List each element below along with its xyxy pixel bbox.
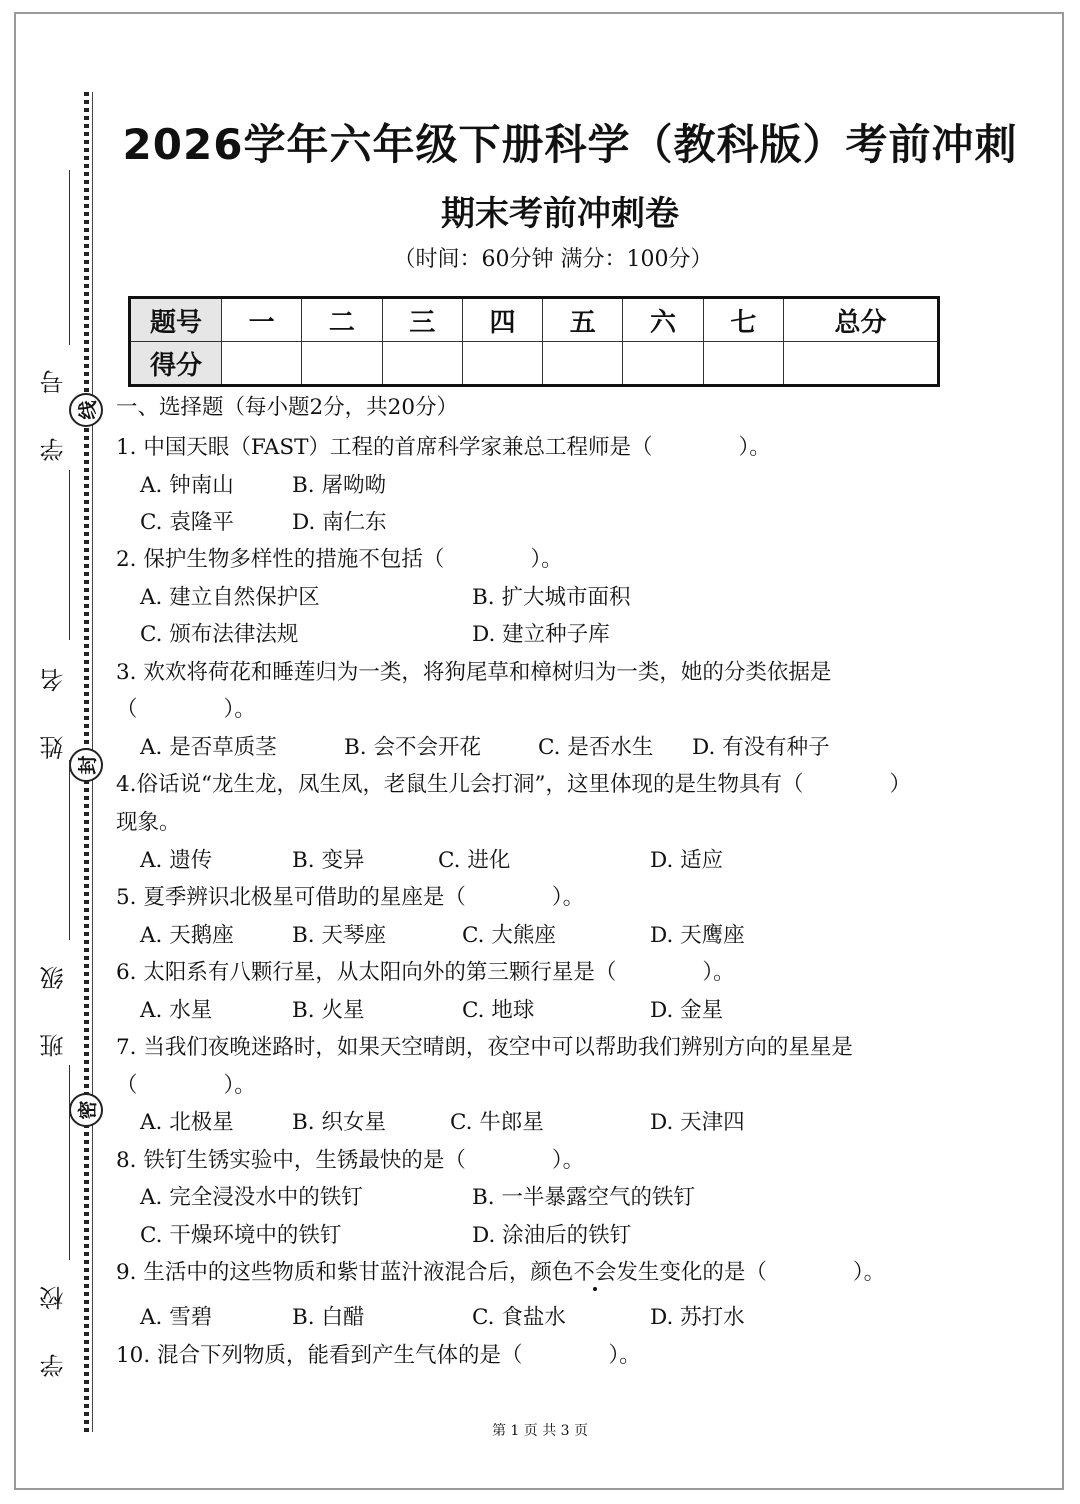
section-heading: 一、选择题（每小题2分，共20分） <box>116 395 459 420</box>
question-4-option-a: A. 遗传 <box>140 848 213 873</box>
score-table-col-5: 五 <box>543 298 623 342</box>
question-9-option-b: B. 白醋 <box>292 1305 365 1330</box>
question-2-option-c: C. 颁布法律法规 <box>140 622 299 647</box>
question-1-option-c: C. 袁隆平 <box>140 510 234 535</box>
question-8-option-c: C. 干燥环境中的铁钉 <box>140 1223 342 1248</box>
question-9-option-c: C. 食盐水 <box>472 1305 566 1330</box>
score-table-col-7: 七 <box>703 298 783 342</box>
seal-xian: 线 <box>69 393 103 427</box>
question-6-option-d: D. 金星 <box>650 998 724 1023</box>
score-row-label: 得分 <box>130 342 222 386</box>
question-4-option-d: D. 适应 <box>650 848 724 873</box>
seal-mi: 密 <box>69 1093 103 1127</box>
question-9-option-d: D. 苏打水 <box>650 1305 745 1330</box>
name-label: 姓 名 <box>40 650 68 760</box>
question-5-stem: 5. 夏季辨识北极星可借助的星座是（ ）。 <box>116 885 585 910</box>
question-3-stem-cont: （ ）。 <box>116 697 256 722</box>
question-10-stem: 10. 混合下列物质，能看到产生气体的是（ ）。 <box>116 1343 641 1368</box>
question-3-stem: 3. 欢欢将荷花和睡莲归为一类，将狗尾草和樟树归为一类，她的分类依据是 <box>116 660 832 685</box>
seal-feng: 封 <box>69 748 103 782</box>
score-cell[interactable] <box>543 342 623 386</box>
class-label: 班 级 <box>40 948 68 1058</box>
question-7-stem: 7. 当我们夜晚迷路时，如果天空晴朗，夜空中可以帮助我们辨别方向的星星是 <box>116 1035 853 1060</box>
question-6-option-a: A. 水星 <box>140 998 213 1023</box>
question-9-stem-part-a: 9. 生活中的这些物质和紫甘蓝汁液混合后，颜色 <box>116 1260 574 1285</box>
exam-title: 2026学年六年级下册科学（教科版）考前冲刺 <box>122 120 1018 169</box>
score-table-col-3: 三 <box>382 298 462 342</box>
question-8-stem: 8. 铁钉生锈实验中，生锈最快的是（ ）。 <box>116 1148 585 1173</box>
question-7-option-c: C. 牛郎星 <box>450 1110 544 1135</box>
question-4-stem-cont: 现象。 <box>116 810 181 835</box>
question-8-option-d: D. 涂油后的铁钉 <box>472 1223 632 1248</box>
school-label: 学 校 <box>40 1268 68 1378</box>
question-2-option-d: D. 建立种子库 <box>472 622 610 647</box>
score-table-col-1: 一 <box>222 298 302 342</box>
question-4-option-b: B. 变异 <box>292 848 365 873</box>
question-7-option-b: B. 织女星 <box>292 1110 386 1135</box>
question-5-option-b: B. 天琴座 <box>292 923 386 948</box>
question-8-option-a: A. 完全浸没水中的铁钉 <box>140 1185 363 1210</box>
question-1-option-a: A. 钟南山 <box>140 473 234 498</box>
score-table-header-label: 题号 <box>130 298 222 342</box>
score-cell[interactable] <box>783 342 938 386</box>
score-table-col-2: 二 <box>302 298 382 342</box>
question-7-option-a: A. 北极星 <box>140 1110 234 1135</box>
question-5-option-d: D. 天鹰座 <box>650 923 745 948</box>
name-blank <box>69 470 70 640</box>
score-table-header-row <box>130 298 939 342</box>
question-1-option-b: B. 屠呦呦 <box>292 473 386 498</box>
question-3-option-d: D. 有没有种子 <box>692 735 830 760</box>
score-cell[interactable] <box>222 342 302 386</box>
question-1-stem: 1. 中国天眼（FAST）工程的首席科学家兼总工程师是（ ）。 <box>116 435 771 460</box>
score-table-col-4: 四 <box>462 298 542 342</box>
score-cell[interactable] <box>703 342 783 386</box>
question-9-emphasis: 不会 <box>573 1260 617 1285</box>
page-footer: 第 1 页 共 3 页 <box>491 1423 589 1439</box>
question-4-stem: 4.俗话说“龙生龙，凤生凤，老鼠生儿会打洞”，这里体现的是生物具有（ ） <box>116 772 911 797</box>
question-4-option-c: C. 进化 <box>438 848 511 873</box>
question-3-option-c: C. 是否水生 <box>538 735 654 760</box>
score-cell[interactable] <box>382 342 462 386</box>
question-2-stem: 2. 保护生物多样性的措施不包括（ ）。 <box>116 547 563 572</box>
class-blank <box>69 760 70 940</box>
question-9-stem <box>116 1255 885 1286</box>
score-cell[interactable] <box>623 342 703 386</box>
question-1-option-d: D. 南仁东 <box>292 510 387 535</box>
question-3-option-b: B. 会不会开花 <box>344 735 481 760</box>
score-cell[interactable] <box>302 342 382 386</box>
question-5-option-a: A. 天鹅座 <box>140 923 234 948</box>
exam-time-info: （时间：60分钟 满分：100分） <box>393 247 713 272</box>
score-cell[interactable] <box>462 342 542 386</box>
exam-subtitle: 期末考前冲刺卷 <box>441 194 679 234</box>
score-table-col-6: 六 <box>623 298 703 342</box>
score-table <box>128 296 940 387</box>
school-blank <box>69 1065 70 1260</box>
question-5-option-c: C. 大熊座 <box>462 923 556 948</box>
score-table-col-total: 总分 <box>783 298 938 342</box>
question-7-stem-cont: （ ）。 <box>116 1073 256 1098</box>
question-2-option-a: A. 建立自然保护区 <box>140 585 320 610</box>
question-8-option-b: B. 一半暴露空气的铁钉 <box>472 1185 695 1210</box>
student-id-label: 学 号 <box>40 352 68 462</box>
question-7-option-d: D. 天津四 <box>650 1110 745 1135</box>
question-9-option-a: A. 雪碧 <box>140 1305 213 1330</box>
question-6-option-c: C. 地球 <box>462 998 535 1023</box>
score-table-score-row <box>130 342 939 386</box>
question-2-option-b: B. 扩大城市面积 <box>472 585 631 610</box>
question-3-option-a: A. 是否草质茎 <box>140 735 277 760</box>
question-6-stem: 6. 太阳系有八颗行星，从太阳向外的第三颗行星是（ ）。 <box>116 960 735 985</box>
question-6-option-b: B. 火星 <box>292 998 365 1023</box>
question-9-stem-part-b: 发生变化的是（ ）。 <box>616 1260 886 1285</box>
